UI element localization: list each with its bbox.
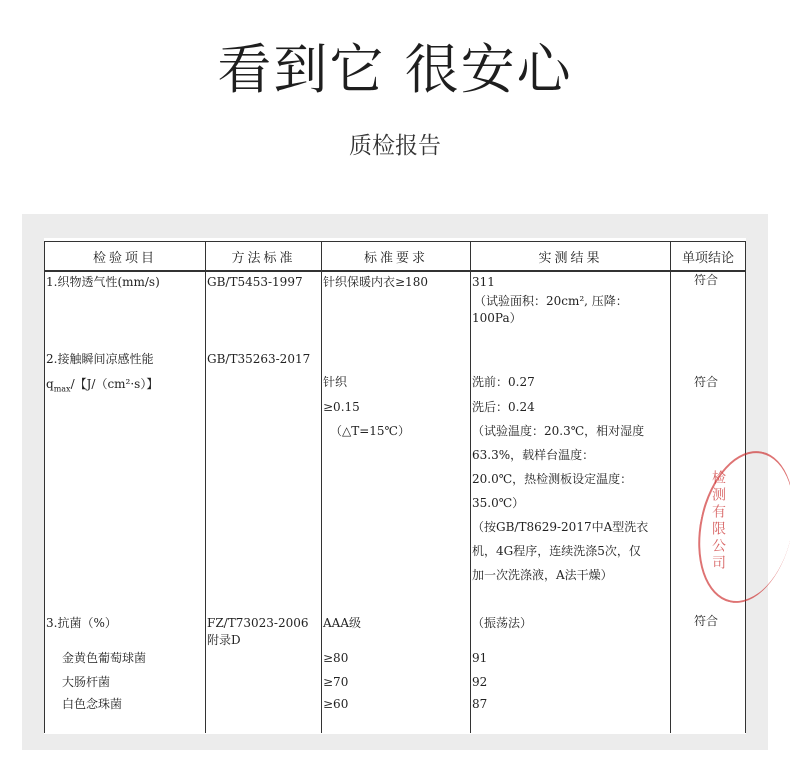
- row2-requirement: 针织: [323, 375, 348, 389]
- table-left-border: [44, 241, 45, 733]
- column-divider: [205, 241, 206, 733]
- row1-result-note: （试验面积：20cm², 压降：: [474, 294, 628, 308]
- row2-item: 2.接触瞬间凉感性能: [46, 352, 154, 366]
- row3-item: 3.抗菌（%）: [46, 616, 117, 630]
- row2-method: GB/T35263-2017: [207, 352, 311, 366]
- row3c-requirement: ≥60: [323, 697, 349, 711]
- header-requirement: 标准要求: [363, 251, 428, 266]
- row1-result-note: 100Pa）: [472, 311, 522, 325]
- table-top-border: [44, 241, 746, 242]
- row2-unit-text: /【J/（cm²·s）】: [70, 377, 159, 391]
- row1-result: 311: [472, 275, 495, 289]
- table-header-border: [44, 270, 746, 272]
- row3c-result: 87: [472, 697, 488, 711]
- row2-result: 洗后：0.24: [472, 400, 535, 414]
- row2-result: （按GB/T8629-2017中A型洗衣: [472, 520, 649, 534]
- row2-result: 洗前：0.27: [472, 375, 535, 389]
- row2-result: 加一次洗涤液，A法干燥）: [472, 568, 613, 582]
- row3b-result: 92: [472, 675, 488, 689]
- row3-method: FZ/T73023-2006: [207, 616, 309, 630]
- row2-verdict: 符合: [694, 375, 719, 389]
- page-subtitle: 质检报告: [349, 133, 441, 159]
- page-title: 看到它 很安心: [217, 38, 573, 101]
- header-result: 实测结果: [538, 251, 603, 266]
- row2-requirement: （△T=15℃）: [330, 424, 410, 438]
- row3-requirement: AAA级: [323, 616, 361, 630]
- row2-result: 机，4G程序，连续洗涤5次，仅: [472, 544, 641, 558]
- row3-verdict: 符合: [694, 614, 719, 628]
- row1-verdict: 符合: [694, 273, 719, 287]
- official-seal-text: 检测有限公司: [710, 470, 726, 572]
- row3a-requirement: ≥80: [323, 651, 349, 665]
- column-divider: [321, 241, 322, 733]
- report-sheet: [44, 238, 746, 734]
- header-verdict: 单项结论: [681, 251, 734, 266]
- row2-result: 20.0℃，热检测板设定温度：: [472, 472, 633, 486]
- row2-unit: [46, 376, 158, 397]
- row3b-item: 大肠杆菌: [62, 675, 111, 689]
- row3c-item: 白色念珠菌: [62, 697, 123, 711]
- header-method: 方法标准: [231, 251, 296, 266]
- row3a-item: 金黄色葡萄球菌: [62, 651, 147, 665]
- column-divider: [670, 241, 671, 733]
- row3a-result: 91: [472, 651, 488, 665]
- row2-requirement: ≥0.15: [323, 400, 360, 414]
- row1-requirement: 针织保暖内衣≥180: [323, 275, 428, 289]
- column-divider: [470, 241, 471, 733]
- row1-method: GB/T5453-1997: [207, 275, 303, 289]
- header-item: 检验项目: [92, 251, 157, 266]
- row2-result: 63.3%，载样台温度：: [472, 448, 595, 462]
- row3-result: （振荡法）: [472, 616, 533, 630]
- row2-unit-subscript: max: [53, 384, 71, 394]
- row2-result: （试验温度：20.3℃，相对湿度: [472, 424, 645, 438]
- row3b-requirement: ≥70: [323, 675, 349, 689]
- row1-item: 1.织物透气性(mm/s): [46, 275, 160, 289]
- row2-result: 35.0℃）: [472, 496, 525, 510]
- row2-unit-q: q: [46, 377, 54, 391]
- row3-method: 附录D: [207, 633, 241, 647]
